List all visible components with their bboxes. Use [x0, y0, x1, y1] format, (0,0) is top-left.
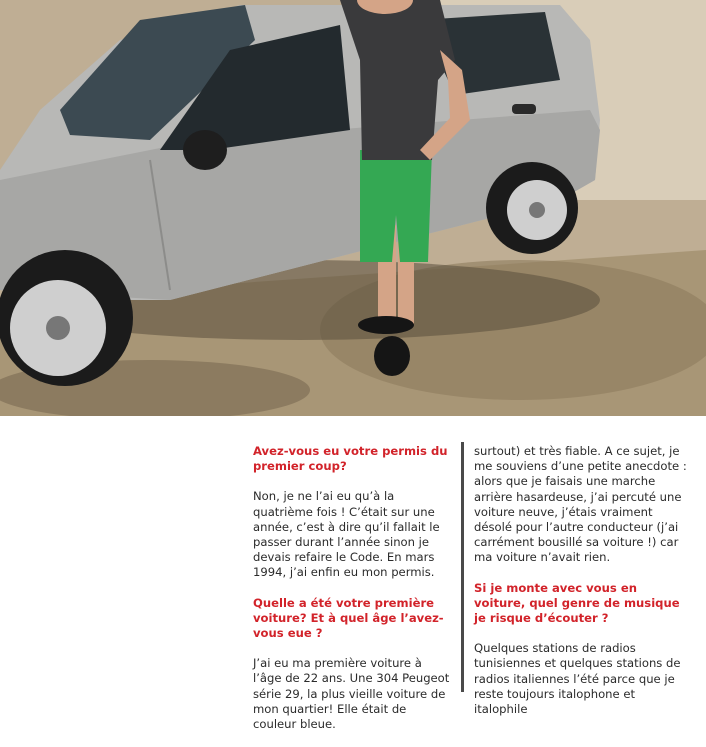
question-music: Si je monte avec vous en voiture, quel genre de musique je risque d’écouter ? [474, 580, 680, 626]
answer-first-car-continued: surtout) et très fiable. A ce sujet, je me souviens d’une petite anecdote : alors que je faisais une marche arrière hasardeuse, j’ai percuté une voiture neuve, j’étais vraiment désolé pour l’autre conducteur (j’ai carrément bousillé sa voiture !) car ma voiture n’avait rien. [474, 444, 687, 565]
article-column-right [474, 444, 690, 732]
answer-music: Quelques stations de radios tunisiennes et quelques stations de radios italiennes l’été parce que je reste toujours italophone et italophile [474, 641, 681, 717]
answer-first-car: J’ai eu ma première voiture à l’âge de 22 ans. Une 304 Peugeot série 29, la plus vieille voiture de mon quartier! Elle était de couleur bleue. [253, 656, 450, 732]
answer-driving-license: Non, je ne l’ai eu qu’à la quatrième fois ! C’était sur une année, c’est à dire qu’il fallait le passer durant l’année sinon je devais refaire le Code. En mars 1994, j’ai enfin eu mon permis. [253, 489, 440, 580]
column-divider [461, 442, 464, 692]
question-first-car: Quelle a été votre première voiture? Et à quel âge l’avez-vous eue ? [253, 595, 444, 641]
article-column-left [253, 444, 453, 747]
question-driving-license: Avez-vous eu votre permis du premier coup? [253, 444, 448, 474]
